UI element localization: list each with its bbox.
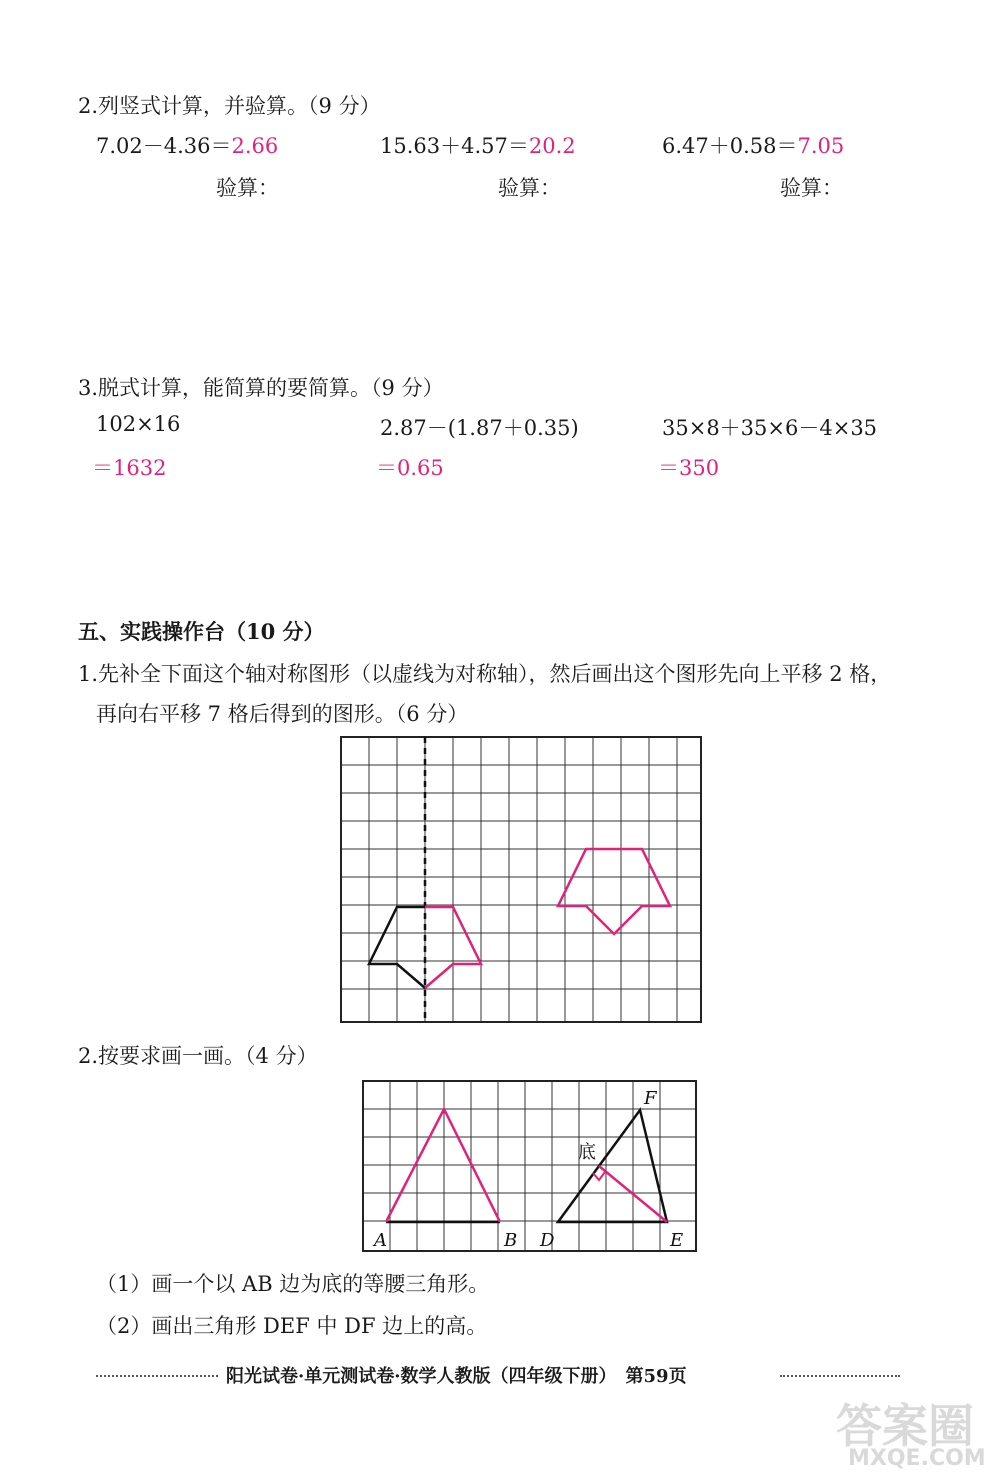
footer-rule-right bbox=[780, 1375, 900, 1377]
label-f: F bbox=[644, 1088, 657, 1109]
q3-expr-1: 102×16 bbox=[96, 412, 181, 436]
q2-check-label-2: 验算： bbox=[498, 176, 561, 200]
q2-title: 2.列竖式计算，并验算。（9 分） bbox=[78, 94, 381, 118]
label-b: B bbox=[504, 1230, 518, 1251]
q2-item-2-expr: 15.63＋4.57＝ bbox=[380, 134, 529, 158]
section5-q1-line1: 1.先补全下面这个轴对称图形（以虚线为对称轴），然后画出这个图形先向上平移 2 格， bbox=[78, 662, 892, 686]
q2-item-1-answer: 2.66 bbox=[231, 134, 279, 158]
watermark-url: MXQE.COM bbox=[848, 1446, 986, 1471]
section5-q2-sub2: （2）画出三角形 DEF 中 DF 边上的高。 bbox=[96, 1314, 488, 1338]
triangle-def bbox=[558, 1110, 667, 1222]
triangle-grid bbox=[362, 1080, 698, 1254]
q2-item-3-answer: 7.05 bbox=[797, 134, 845, 158]
q3-answer-3: ＝350 bbox=[658, 456, 720, 480]
q3-answer-1: ＝1632 bbox=[92, 456, 167, 480]
q2-item-3 bbox=[662, 130, 844, 160]
q3-expr-2: 2.87－(1.87＋0.35) bbox=[380, 416, 579, 440]
q3-answer-2: ＝0.65 bbox=[376, 456, 444, 480]
q2-check-label-1: 验算： bbox=[216, 176, 279, 200]
q3-expr-3: 35×8＋35×6－4×35 bbox=[662, 416, 878, 440]
q2-check-label-3: 验算： bbox=[780, 176, 843, 200]
q2-item-3-expr: 6.47＋0.58＝ bbox=[662, 134, 798, 158]
footer-rule-left bbox=[96, 1375, 218, 1377]
symmetry-grid bbox=[340, 736, 704, 1024]
q3-title: 3.脱式计算，能简算的要简算。（9 分） bbox=[78, 376, 444, 400]
q2-item-1-expr: 7.02－4.36＝ bbox=[96, 134, 232, 158]
section5-q2-title: 2.按要求画一画。（4 分） bbox=[78, 1044, 318, 1068]
q2-item-1 bbox=[96, 130, 278, 160]
label-base: 底 bbox=[578, 1142, 596, 1163]
label-e: E bbox=[670, 1230, 684, 1251]
q2-item-2-answer: 20.2 bbox=[528, 134, 576, 158]
label-a: A bbox=[374, 1230, 387, 1251]
section5-q1-line2: 再向右平移 7 格后得到的图形。（6 分） bbox=[96, 702, 469, 726]
q2-item-2 bbox=[380, 130, 576, 160]
label-d: D bbox=[540, 1230, 555, 1251]
translated-shape bbox=[558, 849, 670, 934]
section5-title: 五、实践操作台（10 分） bbox=[78, 619, 325, 644]
section5-q2-sub1: （1）画一个以 AB 边为底的等腰三角形。 bbox=[96, 1272, 490, 1296]
footer-text: 阳光试卷·单元测试卷·数学人教版（四年级下册） 第59页 bbox=[226, 1366, 687, 1387]
watermark-logo: 答案圈 bbox=[836, 1399, 974, 1453]
